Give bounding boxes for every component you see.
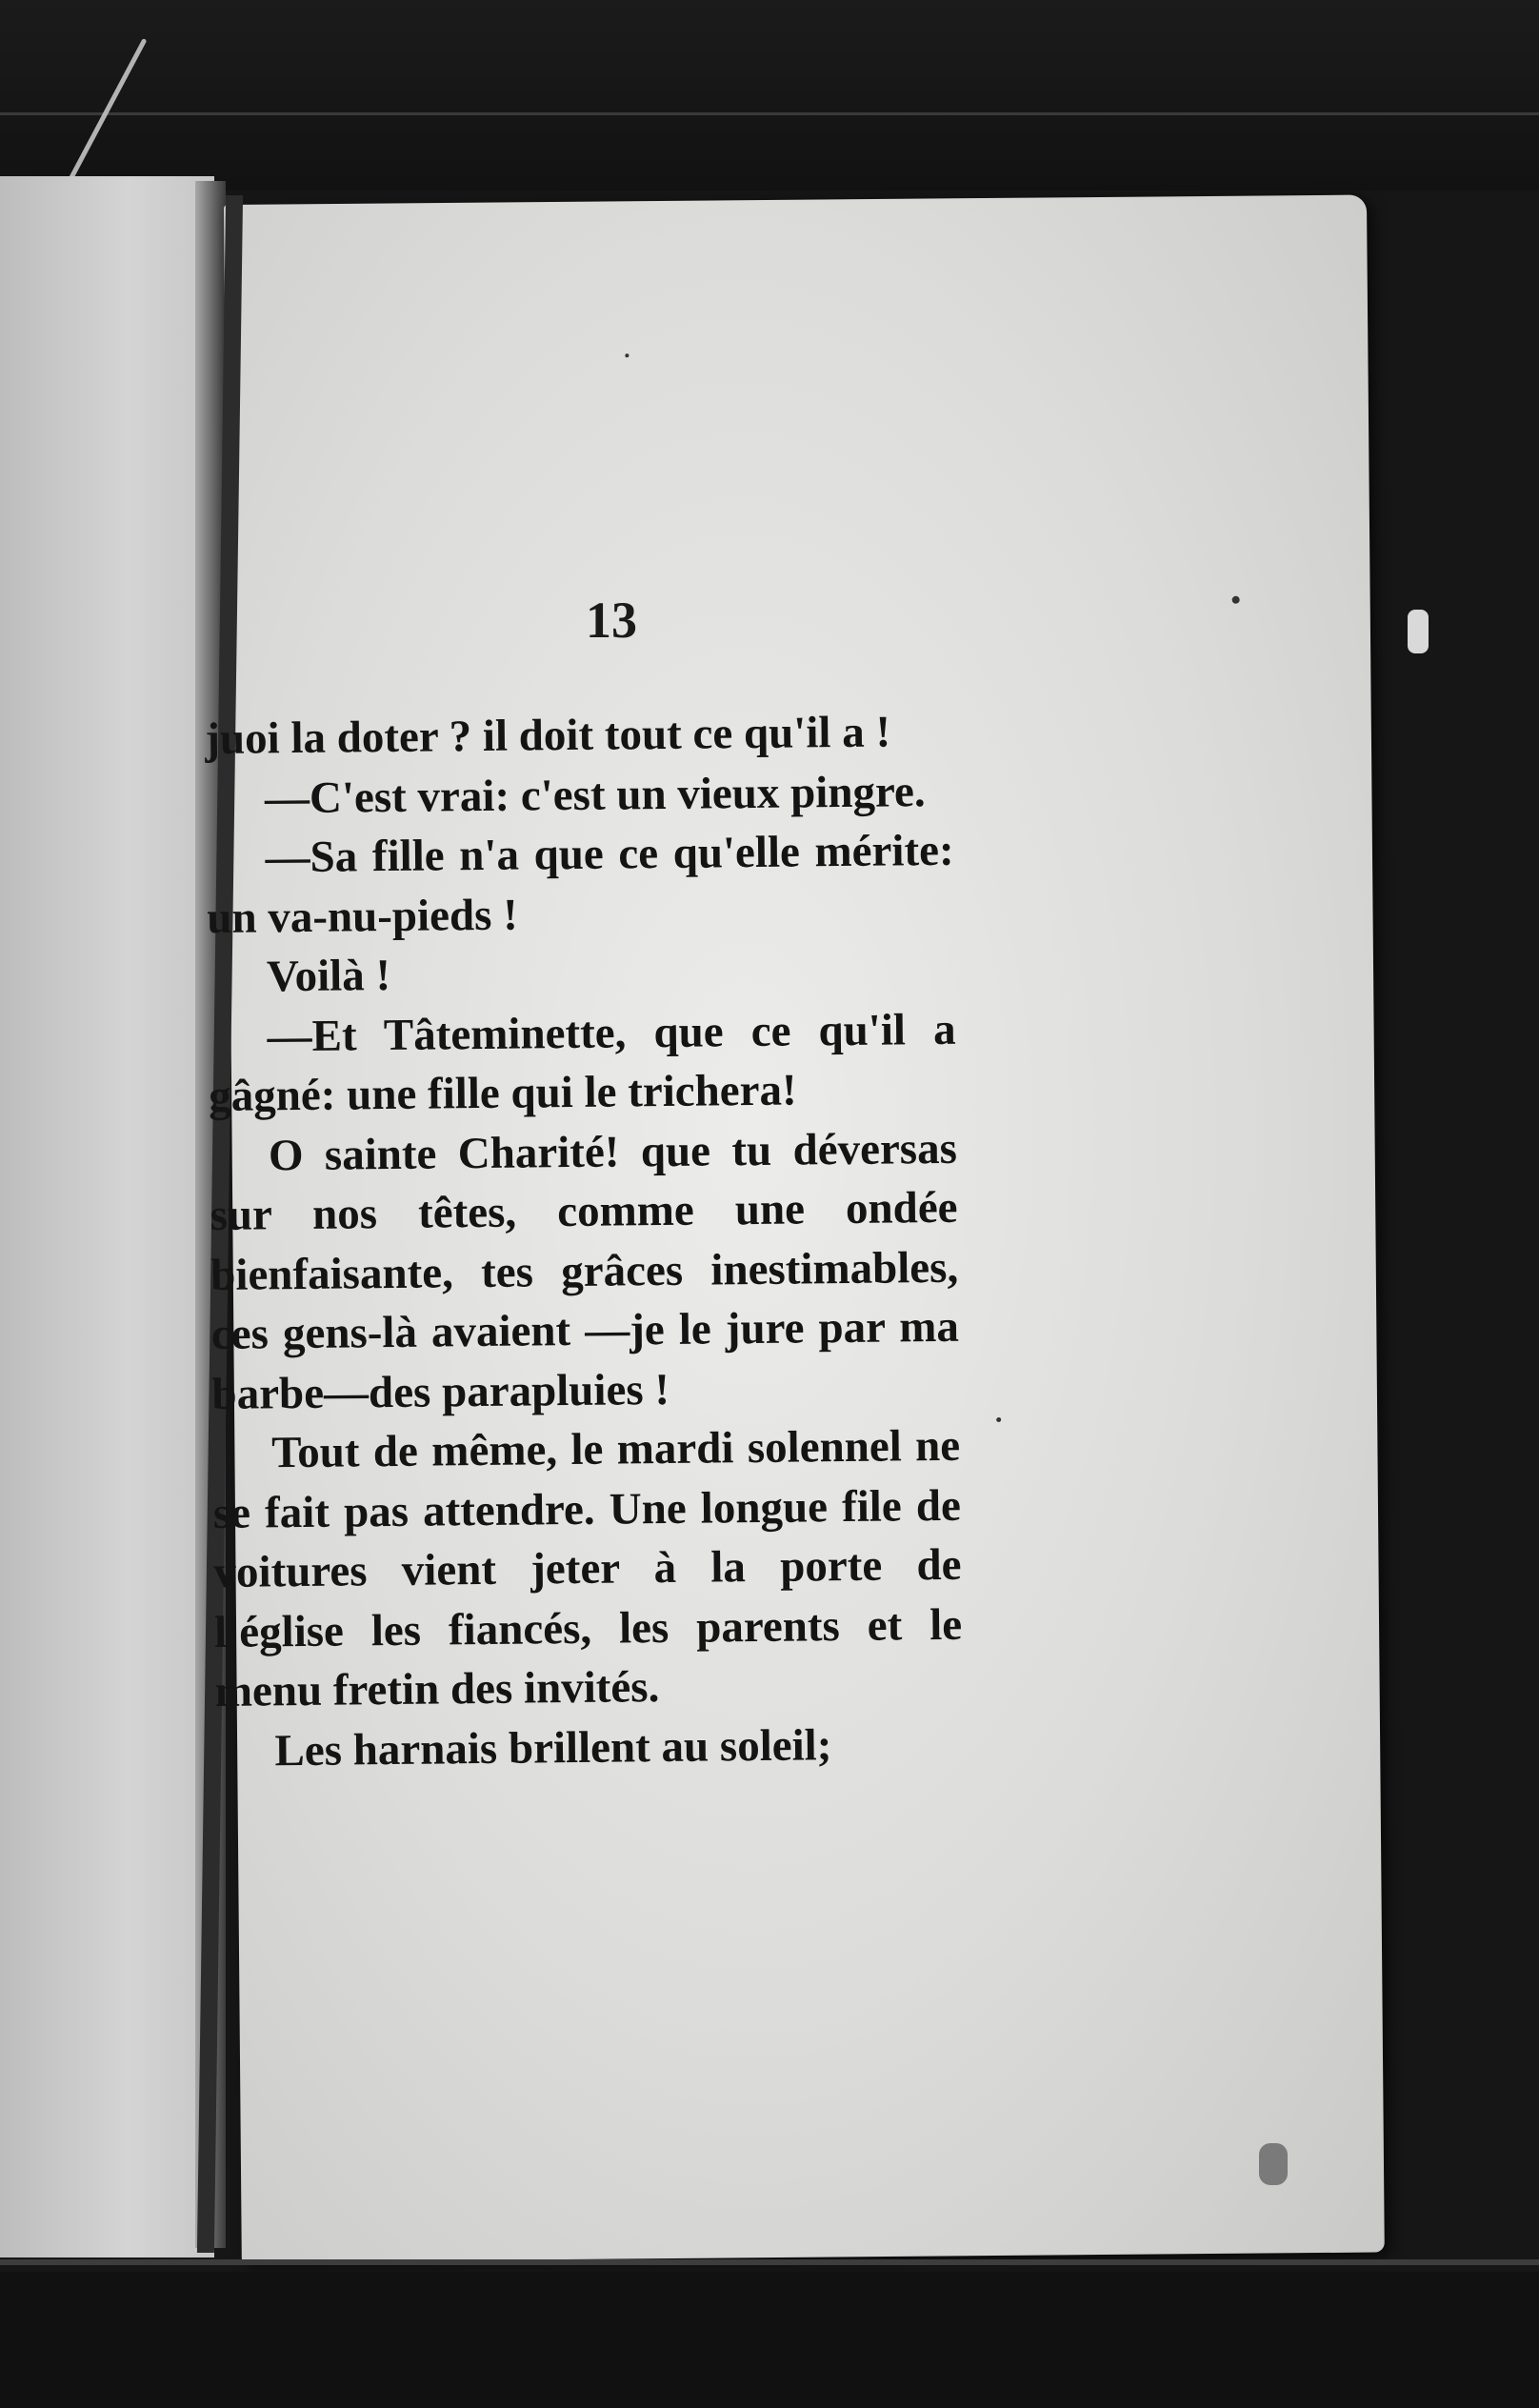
paper-speck: [996, 1417, 1001, 1422]
left-page: [0, 176, 214, 2258]
paper-speck: [625, 353, 629, 357]
film-edge-line: [0, 2259, 1539, 2265]
paragraph-3: —Sa fille n'a que ce qu'elle mérite: un va-nu-pieds !: [207, 825, 954, 943]
film-border-bottom: [0, 2272, 1539, 2408]
paragraph-8: Les harnais brillent au soleil;: [274, 1719, 832, 1776]
paragraph-6: O sainte Charité! que tu déversas sur nos têtes, comme une ondée bienfaisante, tes grâces inestimables, ces gens-là avaient —je le jure par ma barbe—des parapluies !: [210, 1123, 960, 1419]
film-clip-mark: [1408, 610, 1429, 653]
film-edge-line: [0, 112, 1539, 115]
paragraph-5: —Et Tâteminette, que ce qu'il a gâgné: une fille qui le trichera!: [208, 1004, 956, 1121]
paragraph-7: Tout de même, le mardi solennel ne se fait pas attendre. Une longue file de voitures vient jeter à la porte de l'église les fiancés, les parents et le menu fretin des invités.: [212, 1420, 963, 1716]
film-border-top: [0, 0, 1539, 191]
film-clip-mark: [1259, 2143, 1288, 2185]
paragraph-1: juoi la doter ? il doit tout ce qu'il a !: [205, 707, 891, 764]
paragraph-2: —C'est vrai: c'est un vieux pingre.: [264, 766, 926, 823]
page-number: 13: [586, 592, 637, 649]
paragraph-4: Voilà !: [266, 950, 391, 1002]
page-body-text: [205, 702, 964, 1781]
paper-speck: [1232, 596, 1240, 604]
